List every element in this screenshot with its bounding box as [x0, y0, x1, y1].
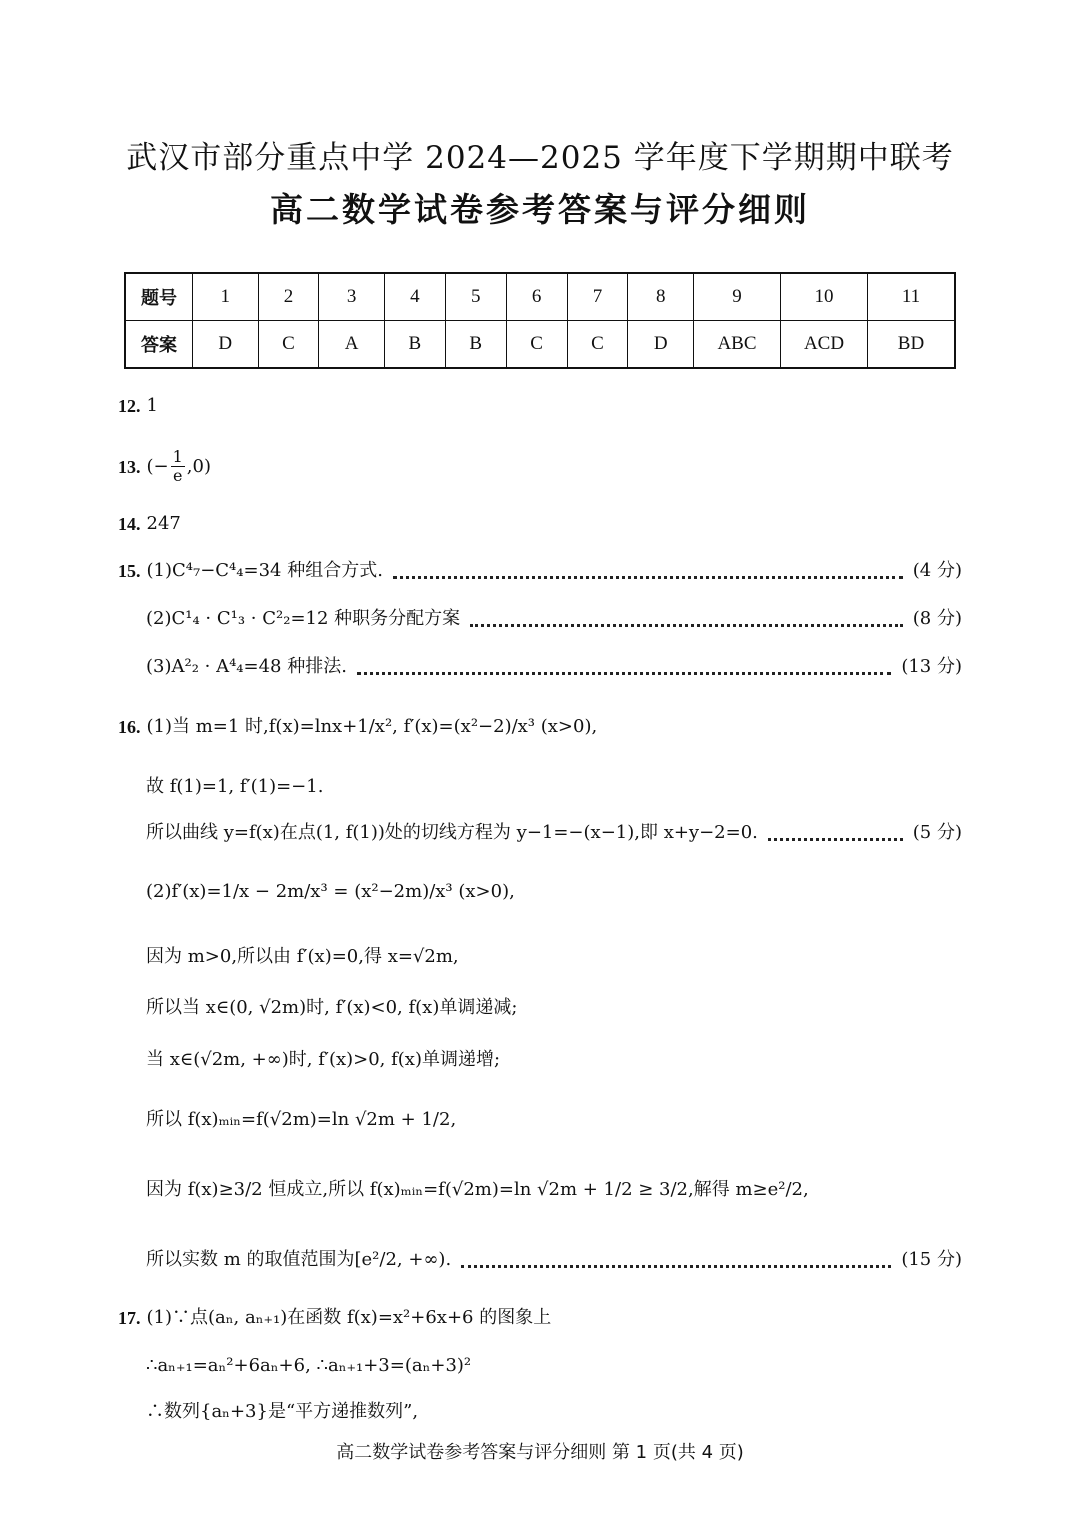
q16-l5: 因为 m>0,所以由 f′(x)=0,得 x=√2m, [146, 946, 459, 967]
q16-line10 [146, 1246, 962, 1274]
question-number-cell: 2 [258, 273, 319, 321]
dot-leader [393, 564, 903, 579]
q17-l1: (1)∵点(aₙ, aₙ₊₁)在函数 f(x)=x²+6x+6 的图象上 [146, 1307, 552, 1328]
q13-open: (− [146, 455, 169, 477]
answer-cell: B [384, 321, 445, 369]
q16-line5 [146, 943, 962, 971]
dot-leader [768, 826, 903, 841]
q15-part1 [118, 557, 962, 585]
q17-l2: ∴aₙ₊₁=aₙ²+6aₙ+6, ∴aₙ₊₁+3=(aₙ+3)² [146, 1355, 472, 1376]
q17-line2 [146, 1352, 962, 1380]
q16-l10-score: (15 分) [901, 1249, 962, 1270]
answer-cell: C [258, 321, 319, 369]
question-number-cell: 10 [781, 273, 868, 321]
q16-l8: 所以 f(x)ₘᵢₙ=f(√2m)=ln √2m + 1/2, [146, 1109, 457, 1130]
answer-cell: ABC [694, 321, 781, 369]
q16-l2: 故 f(1)=1, f′(1)=−1. [146, 776, 324, 797]
question-number-cell: 3 [319, 273, 385, 321]
row-label-number: 题号 [125, 273, 193, 321]
question-number-cell: 1 [193, 273, 259, 321]
q16-line6 [146, 994, 962, 1022]
answer-table-number-row [125, 273, 955, 321]
q14-number: 14. [118, 514, 141, 534]
q16-l9: 因为 f(x)≥3/2 恒成立,所以 f(x)ₘᵢₙ=f(√2m)=ln √2m + 1/2 ≥ 3/2,解得 m≥e²/2, [146, 1179, 809, 1200]
q16-l10: 所以实数 m 的取值范围为[e²/2, +∞). [146, 1249, 452, 1270]
answer-cell: C [567, 321, 628, 369]
q15-number: 15. [118, 561, 141, 581]
q15-p1-score: (4 分) [912, 560, 962, 581]
q15-p3-score: (13 分) [901, 656, 962, 677]
answer-cell: D [628, 321, 694, 369]
q16-l4: (2)f′(x)=1/x − 2m/x³ = (x²−2m)/x³ (x>0), [146, 881, 515, 902]
q13-fraction-num: 1 [172, 447, 183, 466]
q16-line4 [146, 878, 962, 906]
q15-p2-score: (8 分) [912, 608, 962, 629]
q16-line3 [146, 819, 962, 847]
question-number-cell: 11 [868, 273, 956, 321]
q13-number: 13. [118, 456, 141, 477]
dot-leader [470, 612, 903, 627]
dot-leader [357, 660, 891, 675]
q16-line9 [146, 1176, 962, 1204]
q17-number: 17. [118, 1308, 141, 1328]
question-number-cell: 7 [567, 273, 628, 321]
answer-cell: BD [868, 321, 956, 369]
q13-answer [118, 448, 962, 485]
q16-l3: 所以曲线 y=f(x)在点(1, f(1))处的切线方程为 y−1=−(x−1),即 x+y−2=0. [146, 822, 758, 843]
q15-p2-text: (2)C¹₄ · C¹₃ · C²₂=12 种职务分配方案 [146, 608, 461, 629]
question-number-cell: 6 [506, 273, 567, 321]
question-number-cell: 4 [384, 273, 445, 321]
q16-l1: (1)当 m=1 时,f(x)=lnx+1/x², f′(x)=(x²−2)/x³ (x>0), [146, 716, 598, 737]
answer-cell: ACD [781, 321, 868, 369]
q16-line7 [146, 1046, 962, 1074]
question-number-cell: 8 [628, 273, 694, 321]
q16-line1 [118, 713, 962, 741]
page-footer: 高二数学试卷参考答案与评分细则 第 1 页(共 4 页) [336, 1442, 744, 1463]
q12-answer [118, 392, 962, 420]
q15-p3-text: (3)A²₂ · A⁴₄=48 种排法. [146, 656, 347, 677]
q14-answer [118, 510, 962, 538]
answer-table-answer-row [125, 321, 955, 369]
dot-leader [461, 1253, 891, 1268]
q16-number: 16. [118, 717, 141, 737]
q14-value: 247 [146, 513, 181, 534]
exam-title: 武汉市部分重点中学 2024—2025 学年度下学期期中联考 [126, 140, 954, 176]
q13-close: ,0) [186, 455, 211, 477]
answer-table [124, 272, 956, 369]
answer-cell: B [445, 321, 506, 369]
q17-l3: ∴数列{aₙ+3}是“平方递推数列”, [146, 1401, 419, 1422]
q15-part2 [146, 605, 962, 633]
answer-cell: D [193, 321, 259, 369]
q13-fraction [171, 448, 185, 485]
q13-fraction-den: e [172, 466, 183, 485]
q16-l6: 所以当 x∈(0, √2m)时, f′(x)<0, f(x)单调递减; [146, 997, 518, 1018]
question-number-cell: 5 [445, 273, 506, 321]
answer-cell: C [506, 321, 567, 369]
q15-part3 [146, 653, 962, 681]
row-label-answer: 答案 [125, 321, 193, 369]
q16-l7: 当 x∈(√2m, +∞)时, f′(x)>0, f(x)单调递增; [146, 1049, 501, 1070]
q16-line8 [146, 1106, 962, 1134]
q17-line3 [146, 1398, 962, 1426]
q17-line1 [118, 1304, 962, 1332]
question-number-cell: 9 [694, 273, 781, 321]
answer-cell: A [319, 321, 385, 369]
answer-key-title: 高二数学试卷参考答案与评分细则 [270, 190, 810, 229]
q16-line2 [146, 773, 962, 801]
q12-number: 12. [118, 396, 141, 416]
q12-value: 1 [146, 395, 158, 416]
q16-l3-score: (5 分) [912, 822, 962, 843]
q15-p1-text: (1)C⁴₇−C⁴₄=34 种组合方式. [146, 560, 383, 581]
